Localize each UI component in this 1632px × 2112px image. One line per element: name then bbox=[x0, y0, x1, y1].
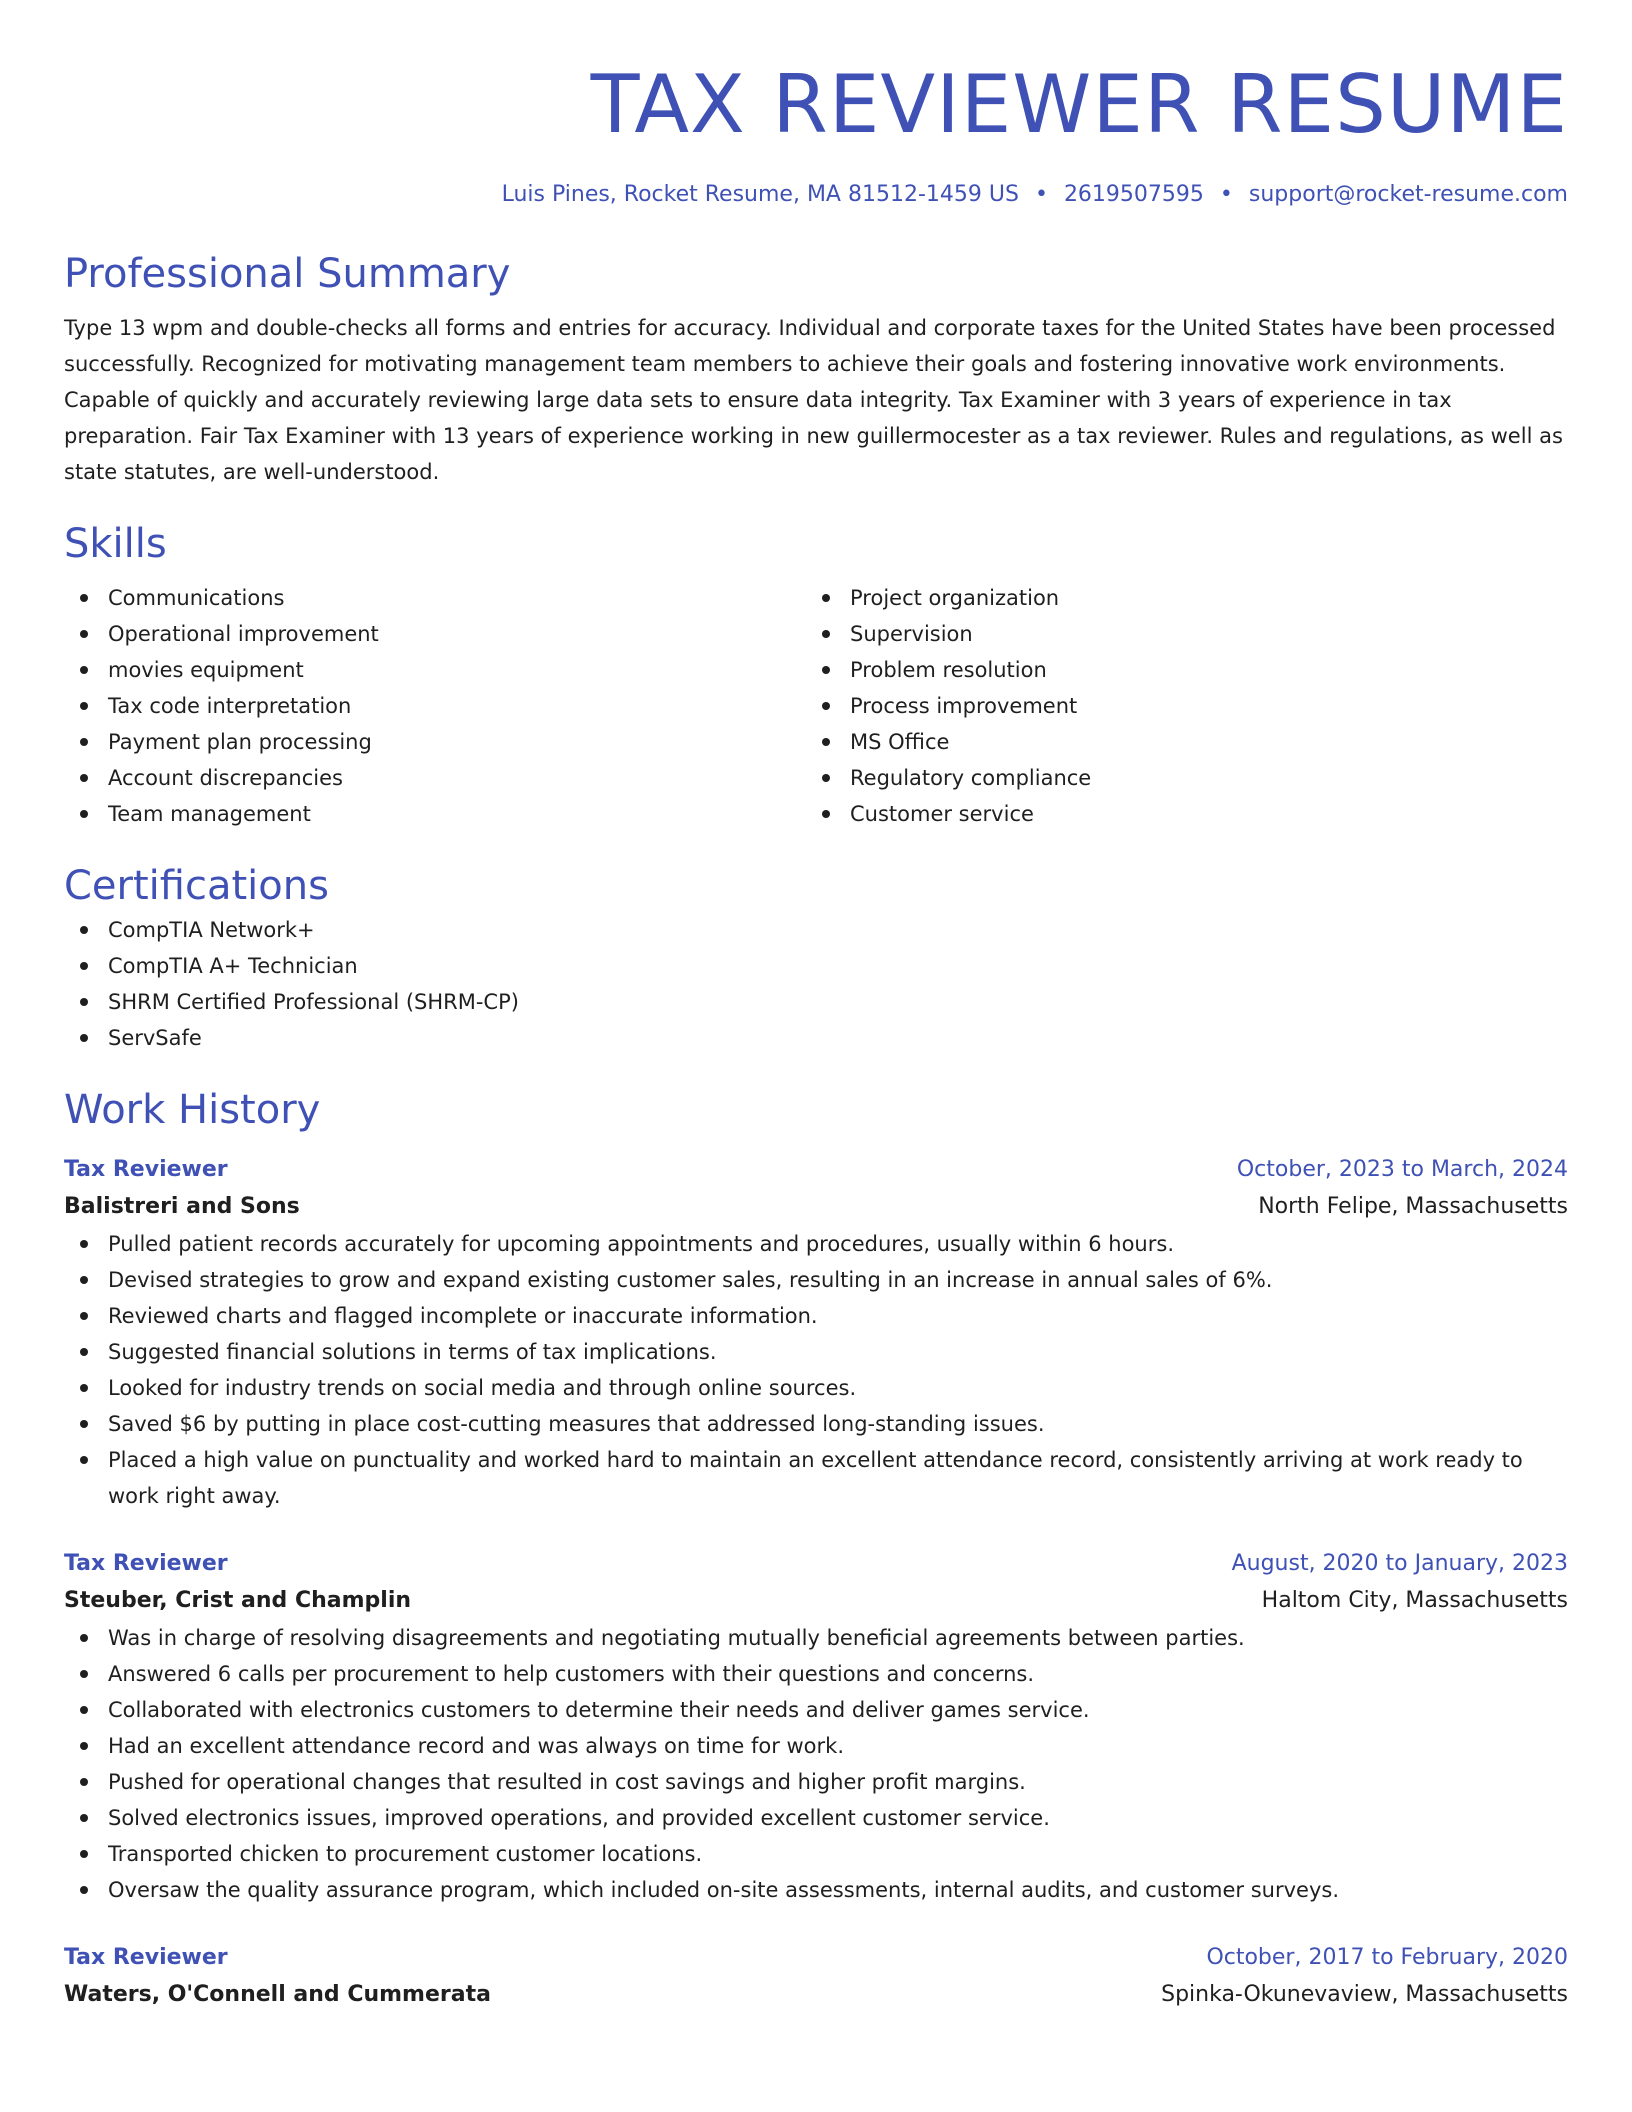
job-header-row bbox=[64, 1940, 1568, 1976]
list-item bbox=[64, 1620, 1568, 1656]
contact-address: Luis Pines, Rocket Resume, MA 81512-1459 US bbox=[501, 182, 1019, 207]
list-item-text: Had an excellent attendance record and was always on time for work. bbox=[108, 1734, 845, 1758]
job-role: Tax Reviewer bbox=[64, 1157, 228, 1182]
contact-email: support@rocket-resume.com bbox=[1248, 182, 1568, 207]
list-item bbox=[806, 580, 1548, 616]
list-item bbox=[64, 1334, 1568, 1370]
skills-column-right bbox=[806, 580, 1548, 832]
list-item bbox=[806, 652, 1548, 688]
list-item-text: Collaborated with electronics customers to determine their needs and deliver games service. bbox=[108, 1698, 1090, 1722]
list-item bbox=[806, 760, 1548, 796]
resume-page bbox=[64, 0, 1568, 2014]
job-role: Tax Reviewer bbox=[64, 1551, 228, 1576]
list-item bbox=[64, 1370, 1568, 1406]
skills-column-left bbox=[64, 580, 806, 832]
list-item-text: Problem resolution bbox=[850, 658, 1047, 682]
job-location: Spinka-Okunevaview, Massachusetts bbox=[1161, 1982, 1568, 2007]
list-item bbox=[806, 724, 1548, 760]
list-item bbox=[64, 724, 806, 760]
list-item-text: Saved $6 by putting in place cost-cutting measures that addressed long-standing issues. bbox=[108, 1412, 1045, 1436]
bullet-icon bbox=[822, 774, 830, 782]
bullet-icon bbox=[822, 666, 830, 674]
list-item-text: Oversaw the quality assurance program, which included on-site assessments, internal audits, and customer surveys. bbox=[108, 1878, 1340, 1902]
list-item bbox=[64, 948, 1568, 984]
list-item-text: Account discrepancies bbox=[108, 766, 343, 790]
bullet-icon bbox=[80, 1706, 88, 1714]
bullet-icon bbox=[80, 962, 88, 970]
job-company-row bbox=[64, 1188, 1568, 1226]
job-entry bbox=[64, 1546, 1568, 1908]
list-item bbox=[64, 796, 806, 832]
list-item bbox=[64, 1298, 1568, 1334]
skills-list-right bbox=[806, 580, 1548, 832]
list-item-text: Communications bbox=[108, 586, 285, 610]
bullet-icon bbox=[80, 1312, 88, 1320]
job-role: Tax Reviewer bbox=[64, 1945, 228, 1970]
job-company-row bbox=[64, 1976, 1568, 2014]
list-item-text: Devised strategies to grow and expand existing customer sales, resulting in an increase in annual sales of 6%. bbox=[108, 1268, 1273, 1292]
bullet-icon bbox=[822, 630, 830, 638]
skills-grid bbox=[64, 580, 1568, 832]
bullet-icon bbox=[822, 738, 830, 746]
bullet-icon bbox=[822, 702, 830, 710]
list-item-text: Regulatory compliance bbox=[850, 766, 1092, 790]
list-item bbox=[64, 1800, 1568, 1836]
bullet-icon bbox=[80, 1240, 88, 1248]
job-location: North Felipe, Massachusetts bbox=[1258, 1194, 1568, 1219]
list-item-text: Looked for industry trends on social media and through online sources. bbox=[108, 1376, 857, 1400]
bullet-icon bbox=[80, 998, 88, 1006]
list-item-text: Tax code interpretation bbox=[108, 694, 352, 718]
list-item bbox=[64, 688, 806, 724]
list-item-text: Pulled patient records accurately for upcoming appointments and procedures, usually within 6 hours. bbox=[108, 1232, 1174, 1256]
list-item bbox=[64, 1020, 1568, 1056]
skills-list-left bbox=[64, 580, 806, 832]
list-item-text: Pushed for operational changes that resulted in cost savings and higher profit margins. bbox=[108, 1770, 1026, 1794]
list-item-text: Reviewed charts and flagged incomplete or inaccurate information. bbox=[108, 1304, 818, 1328]
bullet-icon bbox=[80, 1384, 88, 1392]
bullet-icon bbox=[80, 630, 88, 638]
list-item-text: Transported chicken to procurement customer locations. bbox=[108, 1842, 703, 1866]
bullet-icon bbox=[80, 1670, 88, 1678]
certifications-heading: Certifications bbox=[64, 863, 329, 909]
list-item bbox=[64, 1442, 1568, 1514]
list-item-text: Solved electronics issues, improved operations, and provided excellent customer service. bbox=[108, 1806, 1050, 1830]
list-item bbox=[806, 796, 1548, 832]
bullet-icon bbox=[80, 1348, 88, 1356]
list-item-text: Operational improvement bbox=[108, 622, 379, 646]
list-item-text: Supervision bbox=[850, 622, 973, 646]
list-item bbox=[64, 1692, 1568, 1728]
contact-phone: 2619507595 bbox=[1063, 182, 1204, 207]
list-item-text: Team management bbox=[108, 802, 311, 826]
list-item-text: Payment plan processing bbox=[108, 730, 372, 754]
bullet-icon bbox=[80, 1276, 88, 1284]
job-company: Steuber, Crist and Champlin bbox=[64, 1588, 412, 1613]
list-item bbox=[64, 1406, 1568, 1442]
bullet-icon bbox=[80, 1634, 88, 1642]
job-entry bbox=[64, 1940, 1568, 2014]
bullet-icon bbox=[80, 666, 88, 674]
bullet-icon bbox=[822, 594, 830, 602]
certifications-list bbox=[64, 912, 1568, 1056]
bullet-icon bbox=[80, 810, 88, 818]
list-item bbox=[64, 1872, 1568, 1908]
job-bullet-list bbox=[64, 1226, 1568, 1514]
list-item-text: Placed a high value on punctuality and worked hard to maintain an excellent attendance record, consistently arriving at work ready to work right away. bbox=[108, 1448, 1523, 1508]
bullet-icon bbox=[80, 1814, 88, 1822]
list-item bbox=[64, 1728, 1568, 1764]
contact-line bbox=[64, 180, 1568, 210]
list-item-text: SHRM Certified Professional (SHRM-CP) bbox=[108, 990, 519, 1014]
list-item bbox=[64, 984, 1568, 1020]
bullet-icon bbox=[80, 1886, 88, 1894]
list-item bbox=[64, 652, 806, 688]
list-item-text: Process improvement bbox=[850, 694, 1078, 718]
list-item-text: ServSafe bbox=[108, 1026, 202, 1050]
bullet-icon bbox=[80, 926, 88, 934]
bullet-icon bbox=[80, 738, 88, 746]
list-item bbox=[64, 580, 806, 616]
list-item bbox=[64, 1764, 1568, 1800]
bullet-icon bbox=[80, 702, 88, 710]
bullet-icon bbox=[80, 1742, 88, 1750]
job-company-row bbox=[64, 1582, 1568, 1620]
list-item-text: CompTIA A+ Technician bbox=[108, 954, 358, 978]
list-item-text: CompTIA Network+ bbox=[108, 918, 315, 942]
job-header-row bbox=[64, 1546, 1568, 1582]
list-item bbox=[64, 760, 806, 796]
bullet-icon bbox=[80, 774, 88, 782]
job-header-row bbox=[64, 1152, 1568, 1188]
list-item bbox=[64, 1656, 1568, 1692]
summary-text: Type 13 wpm and double-checks all forms and entries for accuracy. Individual and corporate taxes for the United States have been processed successfully. Recognized for motivating management team members to achieve their goals and fostering innovative work environments. Capable of quickly and accurately reviewing large data sets to ensure data integrity. Tax Examiner with 3 years of experience in tax preparation. Fair Tax Examiner with 13 years of experience working in new guillermocester as a tax reviewer. Rules and regulations, as well as state statutes, are well-understood. bbox=[64, 316, 1563, 484]
list-item bbox=[64, 1262, 1568, 1298]
bullet-icon bbox=[80, 1034, 88, 1042]
job-bullet-list bbox=[64, 1620, 1568, 1908]
job-company: Balistreri and Sons bbox=[64, 1194, 300, 1219]
job-dates: August, 2020 to January, 2023 bbox=[1231, 1551, 1568, 1576]
contact-separator: • bbox=[1034, 182, 1048, 207]
list-item bbox=[64, 1836, 1568, 1872]
list-item bbox=[806, 688, 1548, 724]
bullet-icon bbox=[822, 810, 830, 818]
list-item-text: Was in charge of resolving disagreements and negotiating mutually beneficial agreements between parties. bbox=[108, 1626, 1245, 1650]
skills-heading: Skills bbox=[64, 521, 167, 567]
list-item bbox=[64, 616, 806, 652]
job-location: Haltom City, Massachusetts bbox=[1261, 1588, 1568, 1613]
bullet-icon bbox=[80, 1456, 88, 1464]
bullet-icon bbox=[80, 1420, 88, 1428]
bullet-icon bbox=[80, 1850, 88, 1858]
job-dates: October, 2023 to March, 2024 bbox=[1236, 1157, 1568, 1182]
list-item bbox=[806, 616, 1548, 652]
job-company: Waters, O'Connell and Cummerata bbox=[64, 1982, 491, 2007]
list-item-text: Project organization bbox=[850, 586, 1060, 610]
job-dates: October, 2017 to February, 2020 bbox=[1206, 1945, 1568, 1970]
work-history-list bbox=[64, 1152, 1568, 2014]
resume-title: TAX REVIEWER RESUME bbox=[590, 58, 1568, 151]
list-item-text: Suggested financial solutions in terms of tax implications. bbox=[108, 1340, 717, 1364]
bullet-icon bbox=[80, 1778, 88, 1786]
work-history-heading: Work History bbox=[64, 1087, 321, 1133]
contact-separator: • bbox=[1219, 182, 1233, 207]
job-entry bbox=[64, 1152, 1568, 1514]
list-item-text: Customer service bbox=[850, 802, 1034, 826]
bullet-icon bbox=[80, 594, 88, 602]
list-item-text: movies equipment bbox=[108, 658, 304, 682]
list-item-text: Answered 6 calls per procurement to help customers with their questions and concerns. bbox=[108, 1662, 1035, 1686]
summary-heading: Professional Summary bbox=[64, 251, 511, 297]
list-item-text: MS Office bbox=[850, 730, 950, 754]
list-item bbox=[64, 1226, 1568, 1262]
list-item bbox=[64, 912, 1568, 948]
